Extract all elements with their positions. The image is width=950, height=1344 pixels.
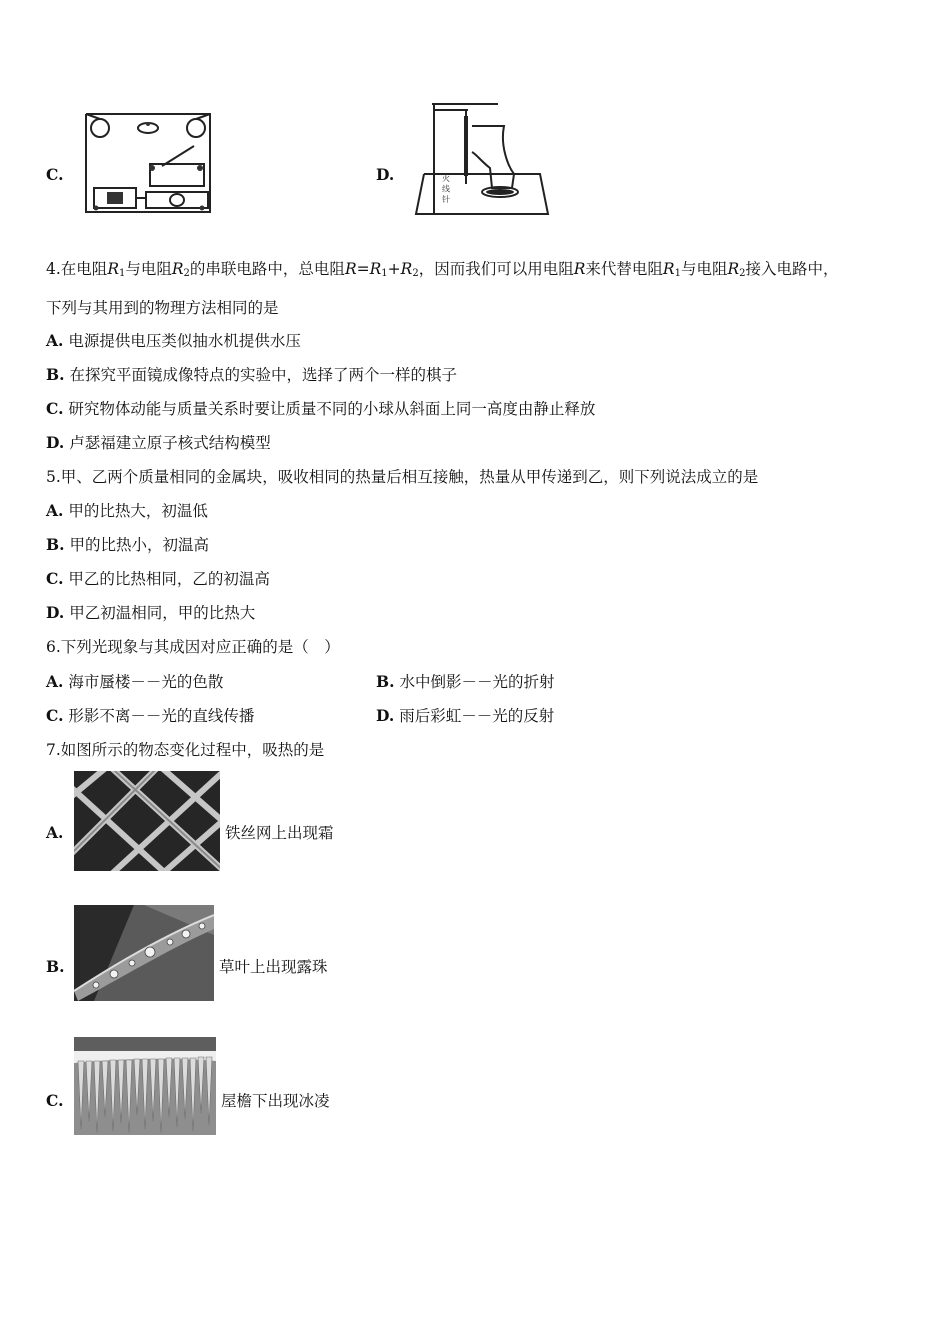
q4-option-a[interactable]: A. 电源提供电压类似抽水机提供水压	[46, 331, 301, 350]
q7-option-a-label[interactable]: A.	[46, 823, 64, 842]
lab-apparatus-diagram	[408, 96, 554, 220]
q7-option-c-label[interactable]: C.	[46, 1091, 64, 1110]
q7-option-c-caption: 屋檐下出现冰凌	[221, 1092, 330, 1110]
q5-option-b[interactable]: B. 甲的比热小，初温高	[46, 535, 209, 554]
q6-option-b[interactable]: B. 水中倒影－－光的折射	[376, 672, 555, 691]
q4-stem-line2: 下列与其用到的物理方法相同的是	[46, 299, 279, 317]
q5-option-a[interactable]: A. 甲的比热大，初温低	[46, 501, 208, 520]
dew-grass-photo	[74, 905, 214, 1001]
q7-option-b-label[interactable]: B.	[46, 957, 65, 976]
q6-option-c[interactable]: C. 形影不离－－光的直线传播	[46, 706, 255, 725]
q4-number: 4.	[46, 260, 61, 278]
q6-option-d[interactable]: D. 雨后彩虹－－光的反射	[376, 706, 555, 725]
q5-option-d[interactable]: D. 甲乙初温相同，甲的比热大	[46, 603, 256, 622]
q6-option-a[interactable]: A. 海市蜃楼－－光的色散	[46, 672, 224, 691]
q4-option-d[interactable]: D. 卢瑟福建立原子核式结构模型	[46, 433, 271, 452]
q6-stem: 6.下列光现象与其成因对应正确的是（ ）	[46, 638, 340, 656]
circuit-diagram	[82, 104, 214, 218]
option-c-label: C.	[46, 165, 64, 184]
q7-option-b-caption: 草叶上出现露珠	[219, 958, 328, 976]
frost-mesh-photo	[74, 771, 220, 871]
option-d-label: D.	[376, 165, 395, 184]
q4-stem-line1: 4.在电阻$R_1$与电阻$R_2$的串联电路中，总电阻$R=R_1+R_2$，因而我们可以用电阻R来代替电阻$R_1$与电阻$R_2$接入电路中，	[46, 260, 839, 279]
q7-stem: 7.如图所示的物态变化过程中，吸热的是	[46, 741, 325, 759]
icicles-photo	[74, 1037, 216, 1135]
q5-option-c[interactable]: C. 甲乙的比热相同，乙的初温高	[46, 569, 270, 588]
q5-stem: 5.甲、乙两个质量相同的金属块，吸收相同的热量后相互接触，热量从甲传递到乙，则下列说法成立的是	[46, 468, 759, 486]
tube-label: 火 线 针	[441, 174, 451, 204]
q4-option-c[interactable]: C. 研究物体动能与质量关系时要让质量不同的小球从斜面上同一高度由静止释放	[46, 399, 596, 418]
q7-option-a-caption: 铁丝网上出现霜	[225, 824, 334, 842]
q4-option-b[interactable]: B. 在探究平面镜成像特点的实验中，选择了两个一样的棋子	[46, 365, 457, 384]
